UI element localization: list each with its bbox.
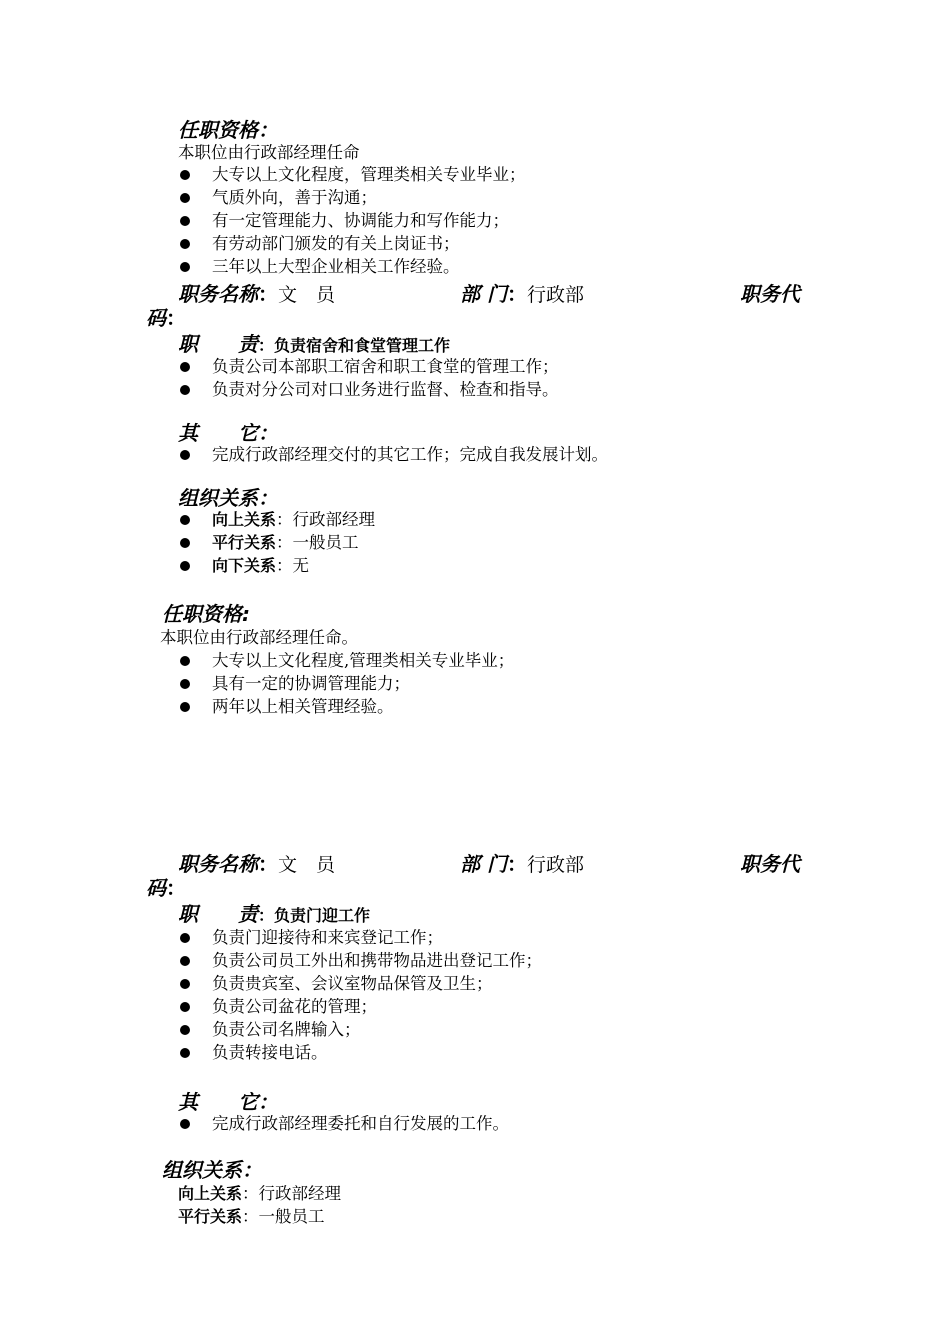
department-label: 部 门 <box>460 852 507 876</box>
colon: ： <box>166 306 186 330</box>
bullet-icon <box>180 239 190 249</box>
relation-label: 平行关系 <box>178 1207 243 1226</box>
colon: ： <box>242 1207 259 1226</box>
job-title-label: 职务名称 <box>178 282 258 306</box>
department-field <box>460 852 584 877</box>
bullet-icon <box>180 933 190 943</box>
colon: ： <box>242 1184 259 1203</box>
relation-label: 向上关系 <box>212 510 277 529</box>
bullet-icon <box>180 561 190 571</box>
job-code-label: 职务代 <box>740 852 800 876</box>
list-item: 具有一定的协调管理能力； <box>212 674 410 693</box>
duty-title: 负责门迎工作 <box>274 906 371 925</box>
bullet-icon <box>180 450 190 460</box>
list-item: 负责公司名牌输入； <box>212 1020 361 1039</box>
relation-value: 一般员工 <box>258 1207 325 1226</box>
list-item: 负责贵宾室、会议室物品保管及卫生； <box>212 974 493 993</box>
bullet-icon <box>180 538 190 548</box>
bullet-icon <box>180 362 190 372</box>
relation-value: 一般员工 <box>292 533 359 552</box>
org-relations-heading: 组织关系： <box>162 1158 262 1182</box>
org-relation-row <box>212 555 309 577</box>
list-item: 负责门迎接待和来宾登记工作； <box>212 928 443 947</box>
duty-field <box>178 902 370 928</box>
colon: ： <box>258 336 275 355</box>
relation-value: 行政部经理 <box>292 510 376 529</box>
bullet-icon <box>180 515 190 525</box>
colon: ： <box>276 533 293 552</box>
job-title-label: 职务名称 <box>178 852 258 876</box>
other-heading: 其 它： <box>178 421 278 445</box>
bullet-icon <box>180 385 190 395</box>
org-relation-row <box>212 509 375 531</box>
list-item: 负责公司盆花的管理； <box>212 997 377 1016</box>
org-relation-row <box>178 1183 341 1205</box>
duty-title: 负责宿舍和食堂管理工作 <box>274 336 451 355</box>
job-title-field <box>178 852 335 877</box>
colon: ： <box>276 510 293 529</box>
colon: ： <box>258 906 275 925</box>
relation-value: 行政部经理 <box>258 1184 342 1203</box>
list-item: 大专以上文化程度,管理类相关专业毕业； <box>212 651 515 670</box>
qualification-intro: 本职位由行政部经理任命 <box>178 143 360 162</box>
department-label: 部 门 <box>460 282 507 306</box>
bullet-icon <box>180 656 190 666</box>
list-item: 三年以上大型企业相关工作经验。 <box>212 257 460 276</box>
colon: ： <box>258 852 278 876</box>
job-code-label-continued <box>146 306 186 330</box>
qualification-intro: 本职位由行政部经理任命。 <box>160 628 358 647</box>
list-item: 有一定管理能力、协调能力和写作能力； <box>212 211 509 230</box>
colon: ： <box>506 282 527 306</box>
job-code-label-tail: 码 <box>146 876 166 900</box>
bullet-icon <box>180 956 190 966</box>
org-relation-row <box>178 1206 325 1228</box>
bullet-icon <box>180 1002 190 1012</box>
list-item: 负责对分公司对口业务进行监督、检查和指导。 <box>212 380 559 399</box>
bullet-icon <box>180 1119 190 1129</box>
job-code-label: 职务代 <box>740 282 800 306</box>
bullet-icon <box>180 216 190 226</box>
duty-label: 职 责 <box>178 902 258 926</box>
job-title-value: 文 员 <box>278 854 336 876</box>
job-title-field <box>178 282 335 307</box>
bullet-icon <box>180 193 190 203</box>
duty-label: 职 责 <box>178 332 258 356</box>
bullet-icon <box>180 979 190 989</box>
bullet-icon <box>180 1025 190 1035</box>
org-relation-row <box>212 532 359 554</box>
list-item: 两年以上相关管理经验。 <box>212 697 394 716</box>
bullet-icon <box>180 702 190 712</box>
department-value: 行政部 <box>526 284 584 306</box>
relation-value: 无 <box>292 556 310 575</box>
list-item: 有劳动部门颁发的有关上岗证书； <box>212 234 460 253</box>
list-item: 完成行政部经理交付的其它工作；完成自我发展计划。 <box>212 445 608 464</box>
org-relations-heading: 组织关系： <box>178 486 278 510</box>
bullet-icon <box>180 170 190 180</box>
colon: ： <box>276 556 293 575</box>
job-code-label-tail: 码 <box>146 306 166 330</box>
colon: ： <box>258 282 278 306</box>
other-heading: 其 它： <box>178 1090 278 1114</box>
job-code-label-continued <box>146 876 186 900</box>
bullet-icon <box>180 262 190 272</box>
list-item: 完成行政部经理委托和自行发展的工作。 <box>212 1114 509 1133</box>
colon: ： <box>506 852 527 876</box>
relation-label: 向下关系 <box>212 556 277 575</box>
qualification-heading: 任职资格: <box>162 602 250 626</box>
duty-field <box>178 332 450 358</box>
list-item: 负责公司员工外出和携带物品进出登记工作； <box>212 951 542 970</box>
list-item: 负责公司本部职工宿舍和职工食堂的管理工作； <box>212 357 559 376</box>
list-item: 负责转接电话。 <box>212 1043 328 1062</box>
relation-label: 平行关系 <box>212 533 277 552</box>
list-item: 气质外向，善于沟通； <box>212 188 377 207</box>
qualification-heading: 任职资格： <box>178 118 278 142</box>
job-title-value: 文 员 <box>278 284 336 306</box>
bullet-icon <box>180 1048 190 1058</box>
relation-label: 向上关系 <box>178 1184 243 1203</box>
colon: ： <box>166 876 186 900</box>
department-value: 行政部 <box>526 854 584 876</box>
bullet-icon <box>180 679 190 689</box>
list-item: 大专以上文化程度，管理类相关专业毕业； <box>212 165 526 184</box>
department-field <box>460 282 584 307</box>
